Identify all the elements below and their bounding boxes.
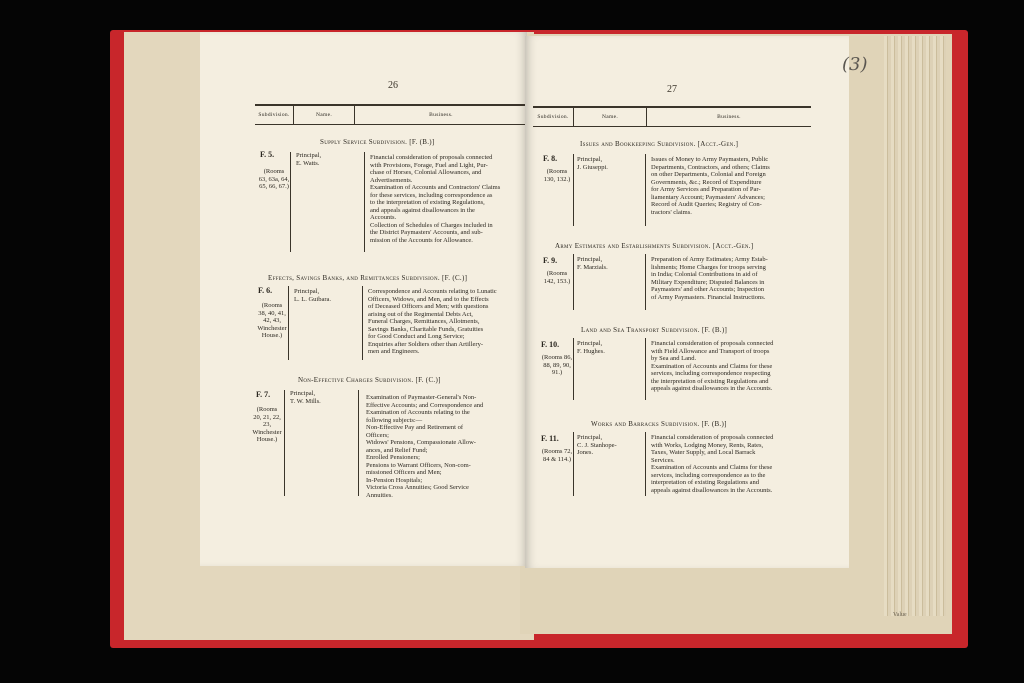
business-text: Preparation of Army Estimates; Army Estab- lishments; Home Charges for troops serving in India; Colonial Contributions in aid of Military Expenditure; Disputed Balances in Paymasters' and other Accounts; Inspection of Army Paymasters. Financial Instructions.: [651, 256, 768, 301]
subdivision-code: F. 7.: [256, 390, 271, 399]
principal-name: Principal, E. Watts.: [296, 152, 322, 167]
business-text: Financial consideration of proposals connected with Provisions, Forage, Fuel and Light, Pur- chase of Horses, Colonial Allowances, and Advertisements. Examination of Accounts and Contractors' Claims for these services, including correspondence as to the interpretation of existing Regulations, and appeals against disallowances in the Accounts. Collection of Schedules of Charges included in the District Paymasters' Accounts, and sub- mission of the Accounts for Allowance.: [370, 154, 501, 244]
column-rule: [288, 286, 289, 360]
subdivision-code: F. 6.: [258, 286, 273, 295]
header-business: Business.: [429, 112, 453, 118]
page-number: 27: [667, 84, 677, 95]
header-name: Name.: [294, 106, 355, 124]
column-header: [255, 104, 527, 125]
column-rule: [284, 390, 285, 496]
header-subdivision: Subdivision.: [533, 108, 574, 126]
section-title: Effects, Savings Banks, and Remittances Subdivision. [F. (C.)]: [268, 274, 468, 282]
column-rule: [573, 338, 574, 400]
column-rule: [573, 254, 574, 310]
section-title: Army Estimates and Establishments Subdivision. [Acct.-Gen.]: [555, 242, 754, 250]
rooms-info: (Rooms 72, 84 & 114.): [541, 448, 573, 463]
column-rule: [645, 254, 646, 310]
rooms-info: (Rooms 63, 63a, 64, 65, 66, 67.): [258, 168, 290, 190]
subdivision-code: F. 9.: [543, 256, 558, 265]
rooms-info: (Rooms 142, 153.): [543, 270, 571, 285]
column-rule: [645, 154, 646, 226]
subdivision-code: F. 5.: [260, 150, 275, 159]
subdivision-code: F. 11.: [541, 434, 559, 443]
principal-name: Principal, T. W. Mills.: [290, 390, 321, 405]
principal-name: Principal, F. Marzials.: [577, 256, 608, 271]
edge-label: Value: [893, 612, 907, 618]
column-rule: [290, 152, 291, 252]
right-page: [525, 36, 849, 568]
rooms-info: (Rooms 86, 88, 89, 90, 91.): [541, 354, 573, 376]
business-text: Financial consideration of proposals connected with Field Allowance and Transport of troops by Sea and Land. Examination of Accounts and Claims for these services, including correspondence respecting the interpretation of existing Regulations and appeals against disallowances in the Accounts.: [651, 340, 774, 392]
page-number: 26: [388, 80, 398, 91]
principal-name: Principal, L. L. Guibara.: [294, 288, 332, 303]
page-edges: [884, 36, 946, 616]
section-title: Land and Sea Transport Subdivision. [F. (B.)]: [581, 326, 728, 334]
principal-name: Principal, J. Giuseppi.: [577, 156, 608, 171]
handwritten-page-note: (3): [842, 54, 868, 75]
column-rule: [645, 338, 646, 400]
subdivision-code: F. 8.: [543, 154, 558, 163]
rooms-info: (Rooms 38, 40, 41, 42, 43, Winchester House.): [257, 302, 287, 339]
rooms-info: (Rooms 130, 132.): [543, 168, 571, 183]
business-text: Issues of Money to Army Paymasters, Public Departments, Contractors, and others; Claims on other Departments, Colonial and Foreign Governments, &c.; Record of Expenditure for Army Services and Preparation of Par- liamentary Account; Paymasters' Advances; Record of Audit Queries; Registry of Con- tractors' claims.: [651, 156, 770, 216]
column-rule: [573, 154, 574, 226]
business-text: Financial consideration of proposals connected with Works, Lodging Money, Rents, Rates, Taxes, Water Supply, and Local Barrack Services. Examination of Accounts and Claims for these services, including correspondence as to the interpretation of existing Regulations and appeals against disallowances in the Accounts.: [651, 434, 774, 494]
column-rule: [362, 286, 363, 360]
principal-name: Principal, F. Hughes.: [577, 340, 605, 355]
rooms-info: (Rooms 20, 21, 22, 23, Winchester House.): [252, 406, 282, 443]
business-text: Examination of Paymaster-General's Non- Effective Accounts; and Correspondence and Examination of Accounts relating to the following subjects:— Non-Effective Pay and Retirement of Officers; Widows' Pensions, Compassionate Allow- ances, and Relief Fund; Enrolled Pensioners; Pensions to Warrant Officers, Non-com- missioned Officers and Men; In-Pension Hospitals; Victoria Cross Annuities; Good Service Annuities.: [366, 394, 484, 499]
header-subdivision: Subdivision.: [255, 106, 294, 124]
column-rule: [645, 432, 646, 496]
left-page: [200, 32, 527, 566]
subdivision-code: F. 10.: [541, 340, 560, 349]
section-title: Supply Service Subdivision. [F. (B.)]: [320, 138, 435, 146]
column-header: [533, 106, 811, 127]
header-name: Name.: [574, 108, 647, 126]
column-rule: [364, 152, 365, 252]
column-rule: [573, 432, 574, 496]
business-text: Correspondence and Accounts relating to Lunatic Officers, Widows, and Men, and to the Effects of Deceased Officers and Men; with questions arising out of the Regimental Debts Act, Funeral Charges, Remittances, Allotments, Savings Banks, Charitable Funds, Gratuities for Good Conduct and Long Service; Enquiries after Soldiers other than Artillery- men and Engineers.: [368, 288, 497, 355]
principal-name: Principal, C. J. Stanhope- Jones.: [577, 434, 617, 456]
section-title: Works and Barracks Subdivision. [F. (B.)]: [591, 420, 727, 428]
section-title: Issues and Bookkeeping Subdivision. [Acct.-Gen.]: [580, 140, 739, 148]
header-business: Business.: [717, 114, 741, 120]
section-title: Non-Effective Charges Subdivision. [F. (C.)]: [298, 376, 441, 384]
column-rule: [358, 390, 359, 496]
